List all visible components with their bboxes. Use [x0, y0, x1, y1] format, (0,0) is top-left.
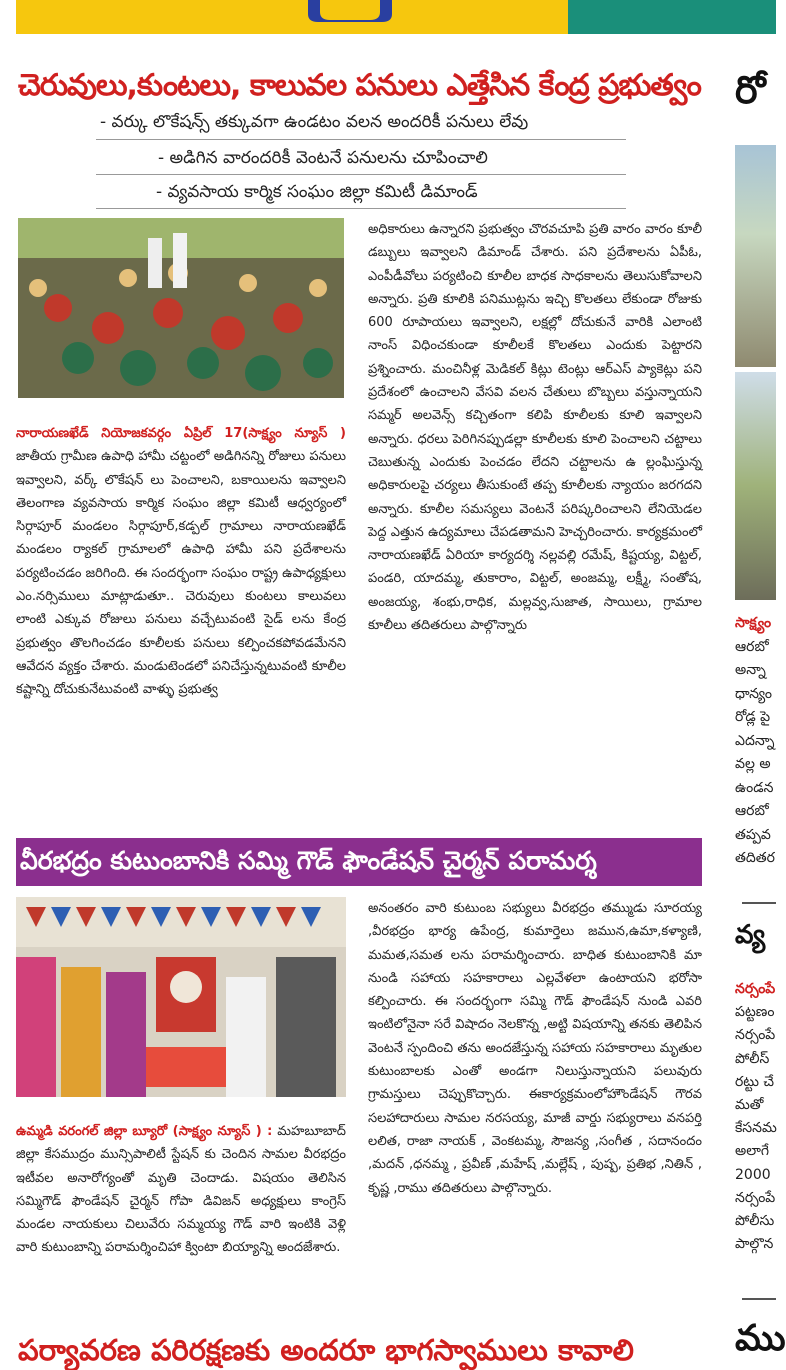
article2-col2-text: అనంతరం వారి కుటుంబ సభ్యులు వీరభద్రం తమ్ముడు సూరయ్య ,వీరభద్రం భార్య ఉపేంద్ర, కుమార్తెలు జమున,ఉమా,కళ్యాణి, మమత,సమత లను పరామర్శించారు. బాధిత కుటుంబానికి మా నుండి సహాయ సహకారాలు ఎల్లవేళలా ఉంటాయని భరోసా కల్పించారు. ఈ సందర్భంగా సమ్మి గౌడ్ ఫౌండేషన్ నుండి ఎవరి ఇంటిలోనైనా సరే విషాదం నెలకొన్న ,అట్టి విషయాన్ని తనకు తెలిపిన వెంటనే స్పందించి తను అందజేస్తున్న సహాయ సహకారాలు మృతుల కుటుంబాలకు ఎంతో అండగా నిలుస్తున్నాయని పలువురు గ్రామస్తులు చెప్పుకొచ్చారు. ఈకార్యక్రమంలోహౌండేషన్ గౌరవ సలహాదారులు సామల నరసయ్య, మాజీ వార్డు సభ్యురాలు వనపర్తి లలిత, రాజా నాయక్ , వెంకటమ్మ, సౌజన్య ,సంగీత , సదానందం ,మదన్ ,ధనమ్మ , ప్రవీణ్ ,మహేష్ ,మల్లేష్ , పుష్ప, ప్రతిభ ,నితిన్ , కృష్ణ ,రాము తదితరులు పాల్గొన్నారు. — [368, 901, 702, 1196]
right-line: 2000 — [735, 1166, 771, 1183]
subhead-divider — [96, 208, 626, 209]
article1-col1-text: జాతీయ గ్రామీణ ఉపాధి హామీ చట్టంలో అడిగినన్ని రోజులు పనులు ఇవ్వాలని, వర్క్ లొకేషన్ లు పెంచాలని, బకాయిలను ఇవ్వాలని తెలంగాణ వ్యవసాయ కార్మిక సంఘం జిల్లా కమిటీ ఆధ్వర్యంలో సిర్గాపూర్ మండలం సిర్గాపూర్,కడ్పల్ గ్రామాలు నారాయణఖేడ్ మండలం ర్యాకల్ గ్రామాలలో ఉపాధి హామీ పని ప్రదేశాలను పర్యటించడం జరిగింది. ఈ సందర్భంగా సంఘం రాష్ట్ర ఉపాధ్యక్షులు ఎం.నర్సిములు మాట్లాడుతూ.. చెరువులు కుంటలు కాలువలు లాంటి ఎక్కువ రోజులు పనులు వచ్చేటువంటి సైడ్ లను కేంద్ర ప్రభుత్వం తొలగించడం కూలీలకు పనులు కల్పించకపోవడమేనని ఆవేదన వ్యక్తం చేశారు. మండుటెండలో పనిచేస్తున్నటువంటి కూలీల కష్టాన్ని దోచుకునేటువంటి వాళ్ళు ప్రభుత్వ — [16, 449, 346, 698]
right-line: పాల్గొన — [735, 1236, 774, 1253]
right-line: రట్టు చే — [735, 1073, 775, 1090]
section-arrow — [742, 902, 776, 904]
article1-subhead-2: - అడిగిన వారందరికీ వెంటనే పనులను చూపించాలి — [158, 148, 488, 168]
right-line: అన్నా — [735, 662, 766, 678]
right-line: పోలీస్ — [735, 1050, 770, 1067]
right-column-photo-1 — [735, 145, 776, 367]
article2-photo — [16, 897, 346, 1097]
right-line: నర్సంపే — [735, 1027, 776, 1044]
subhead-divider — [96, 174, 626, 175]
right-column-subhead: వ్య — [735, 920, 766, 950]
right-line: ఆరబో — [735, 638, 769, 655]
right-column-photo-2 — [735, 372, 776, 600]
section-arrow — [742, 1298, 776, 1300]
article1-photo — [18, 218, 344, 398]
right-line: నర్సంపే — [735, 1189, 776, 1206]
right-column-text-1 — [735, 612, 776, 871]
right-column-bottom-headline: ము — [735, 1318, 786, 1359]
masthead-bar-right — [568, 0, 776, 34]
right-line: తప్పవ — [735, 826, 771, 843]
right-line: ఆరబో — [735, 803, 769, 819]
article1-col1 — [16, 422, 346, 822]
masthead-logo-shape — [300, 0, 400, 22]
masthead-logo — [300, 0, 400, 22]
article1-subhead-3: - వ్యవసాయ కార్మిక సంఘం జిల్లా కమిటీ డిమాండ్ — [156, 182, 478, 202]
article1-col2-text: అధికారులు ఉన్నారని ప్రభుత్వం చొరవచూపి ప్రతి వారం వారం కూలీ డబ్బులు ఇవ్వాలని డిమాండ్ చేశారు. పని ప్రదేశాలను ఏపీఓ, ఎంపీడీవోలు పర్యటించి కూలీల బాధక సాధకాలను తెలుసుకోవాలని అన్నారు. ప్రతి కూలికి పనిముట్లను ఇచ్చి కొలతలు లేకుండా రోజుకు 600 రూపాయలు ఇవ్వాలని, లక్షల్లో దోచుకునే వారికి ఎలాంటి నాంస్ విధించకుండా కూలీలకే కొలతలు ఎందుకు పెట్టారని ప్రశ్నించారు. మంచినీళ్ల మెడికల్ కిట్లు టెంట్లు ఆర్ఎస్ ప్యాకెట్లు పని ప్రదేశంలో ఉంచాలని వేసవి వలన చేతులు బొబ్బలు వస్తున్నాయని సమ్మర్ అలవెన్స్ కచ్చితంగా కలిపి కూలీలకు కూలి ఇవ్వాలని అన్నారు. ధరలు పెరిగినప్పుడల్లా కూలీలకు కూలి పెంచాలని చట్టాలు చెబుతున్న ఎందుకు పెంచడం లేదని చట్టాలను ఉ ల్లంఘిస్తున్న అధికారులపై చర్యలు తీసుకుంటే తప్ప కూలీలకు న్యాయం జరగదని అన్నారు. కూలీల సమస్యలు వెంటనే పరిష్కరించాలని లేనియెడల పెద్ద ఎత్తున ఉద్యమాలు చేపడతామని హెచ్చరించారు. కార్యక్రమంలో నారాయణఖేడ్ ఏరియా కార్యదర్శి నల్లవల్లి రమేష్, కిష్టయ్య, విట్టల్, పండరి, యాదమ్మ, తుకారాం, విట్టల్, అంజమ్మ, లక్ష్మీ, సంతోష, అంజయ్య, శంభు,రాధిక, మల్లవ్వ,సుజాత, సాయిలు, గ్రామాల కూలీలు తదితరులు పాల్గొన్నారు — [368, 222, 702, 634]
right-line: తదితర — [735, 850, 775, 866]
article1-dateline: నారాయణఖేడ్ నియోజకవర్గం ఏప్రిల్ 17(సాక్ష్యం న్యూస్ ) — [16, 426, 346, 441]
right-line: వల్ల అ — [735, 756, 771, 772]
right-line: మతో — [735, 1097, 764, 1114]
article1-subhead-1: - వర్కు లొకేషన్స్ తక్కువగా ఉండటం వలన అందరికీ పనులు లేవు — [100, 112, 529, 132]
right-line: కేసనమ — [735, 1120, 777, 1137]
right-line: ఎదన్నా — [735, 732, 775, 749]
article3-headline: పర్యావరణ పరిరక్షణకు అందరూ భాగస్వాములు కావాలి — [18, 1333, 634, 1367]
article2-col2 — [368, 897, 702, 1320]
article1-headline: చెరువులు,కుంటలు, కాలువల పనులు ఎత్తేసిన కేంద్ర ప్రభుత్వం — [18, 68, 701, 103]
event-photo-illustration — [16, 897, 346, 1097]
article1-col2 — [368, 218, 702, 822]
masthead-bar — [16, 0, 568, 34]
right-line: పట్టణం — [735, 1004, 775, 1021]
right-line: రోడ్ల పై — [735, 709, 771, 725]
article2-col1 — [16, 1120, 346, 1320]
right-line: పోలీసు — [735, 1213, 775, 1230]
right-column-text-2 — [735, 978, 776, 1256]
article2-headline: వీరభద్రం కుటుంబానికి సమ్మి గౌడ్ ఫౌండేషన్ చైర్మన్ పరామర్శ — [20, 846, 597, 875]
right-column-dateline-1: సాక్ష్యం — [735, 615, 772, 631]
subhead-divider — [96, 139, 626, 140]
crowd-photo-illustration — [18, 218, 344, 398]
right-line: ఉండన — [735, 779, 774, 796]
article2-dateline: ఉమ్మడి వరంగల్ జిల్లా బ్యూరో (సాక్ష్యం న్యూస్ ) : — [16, 1124, 273, 1139]
right-column-title: రో — [735, 68, 766, 112]
article2-col1-text: మహబూబాద్ జిల్లా కేసముద్రం మున్సిపాలిటీ స్టేషన్ కు చెందిన సామల వీరభద్రం ఇటీవల అనారోగ్యంతో మృతి చెందాడు. విషయం తెలిసిన సమ్మిగౌడ్ ఫౌండేషన్ చైర్మన్ గోపా డివిజన్ అధ్యక్షులు కాంగ్రెస్ మండల నాయకులు చిలువేరు సమ్మయ్య గౌడ్ వారి ఇంటికి వెళ్లి వారి కుటుంబాన్ని పరామర్శించిహా క్వింటా బియ్యాన్ని అందజేశారు. — [16, 1124, 346, 1256]
right-line: ధాన్యం — [735, 685, 773, 702]
right-line: అలాగే — [735, 1143, 770, 1160]
right-column-dateline-2: నర్సంపే — [735, 981, 776, 997]
